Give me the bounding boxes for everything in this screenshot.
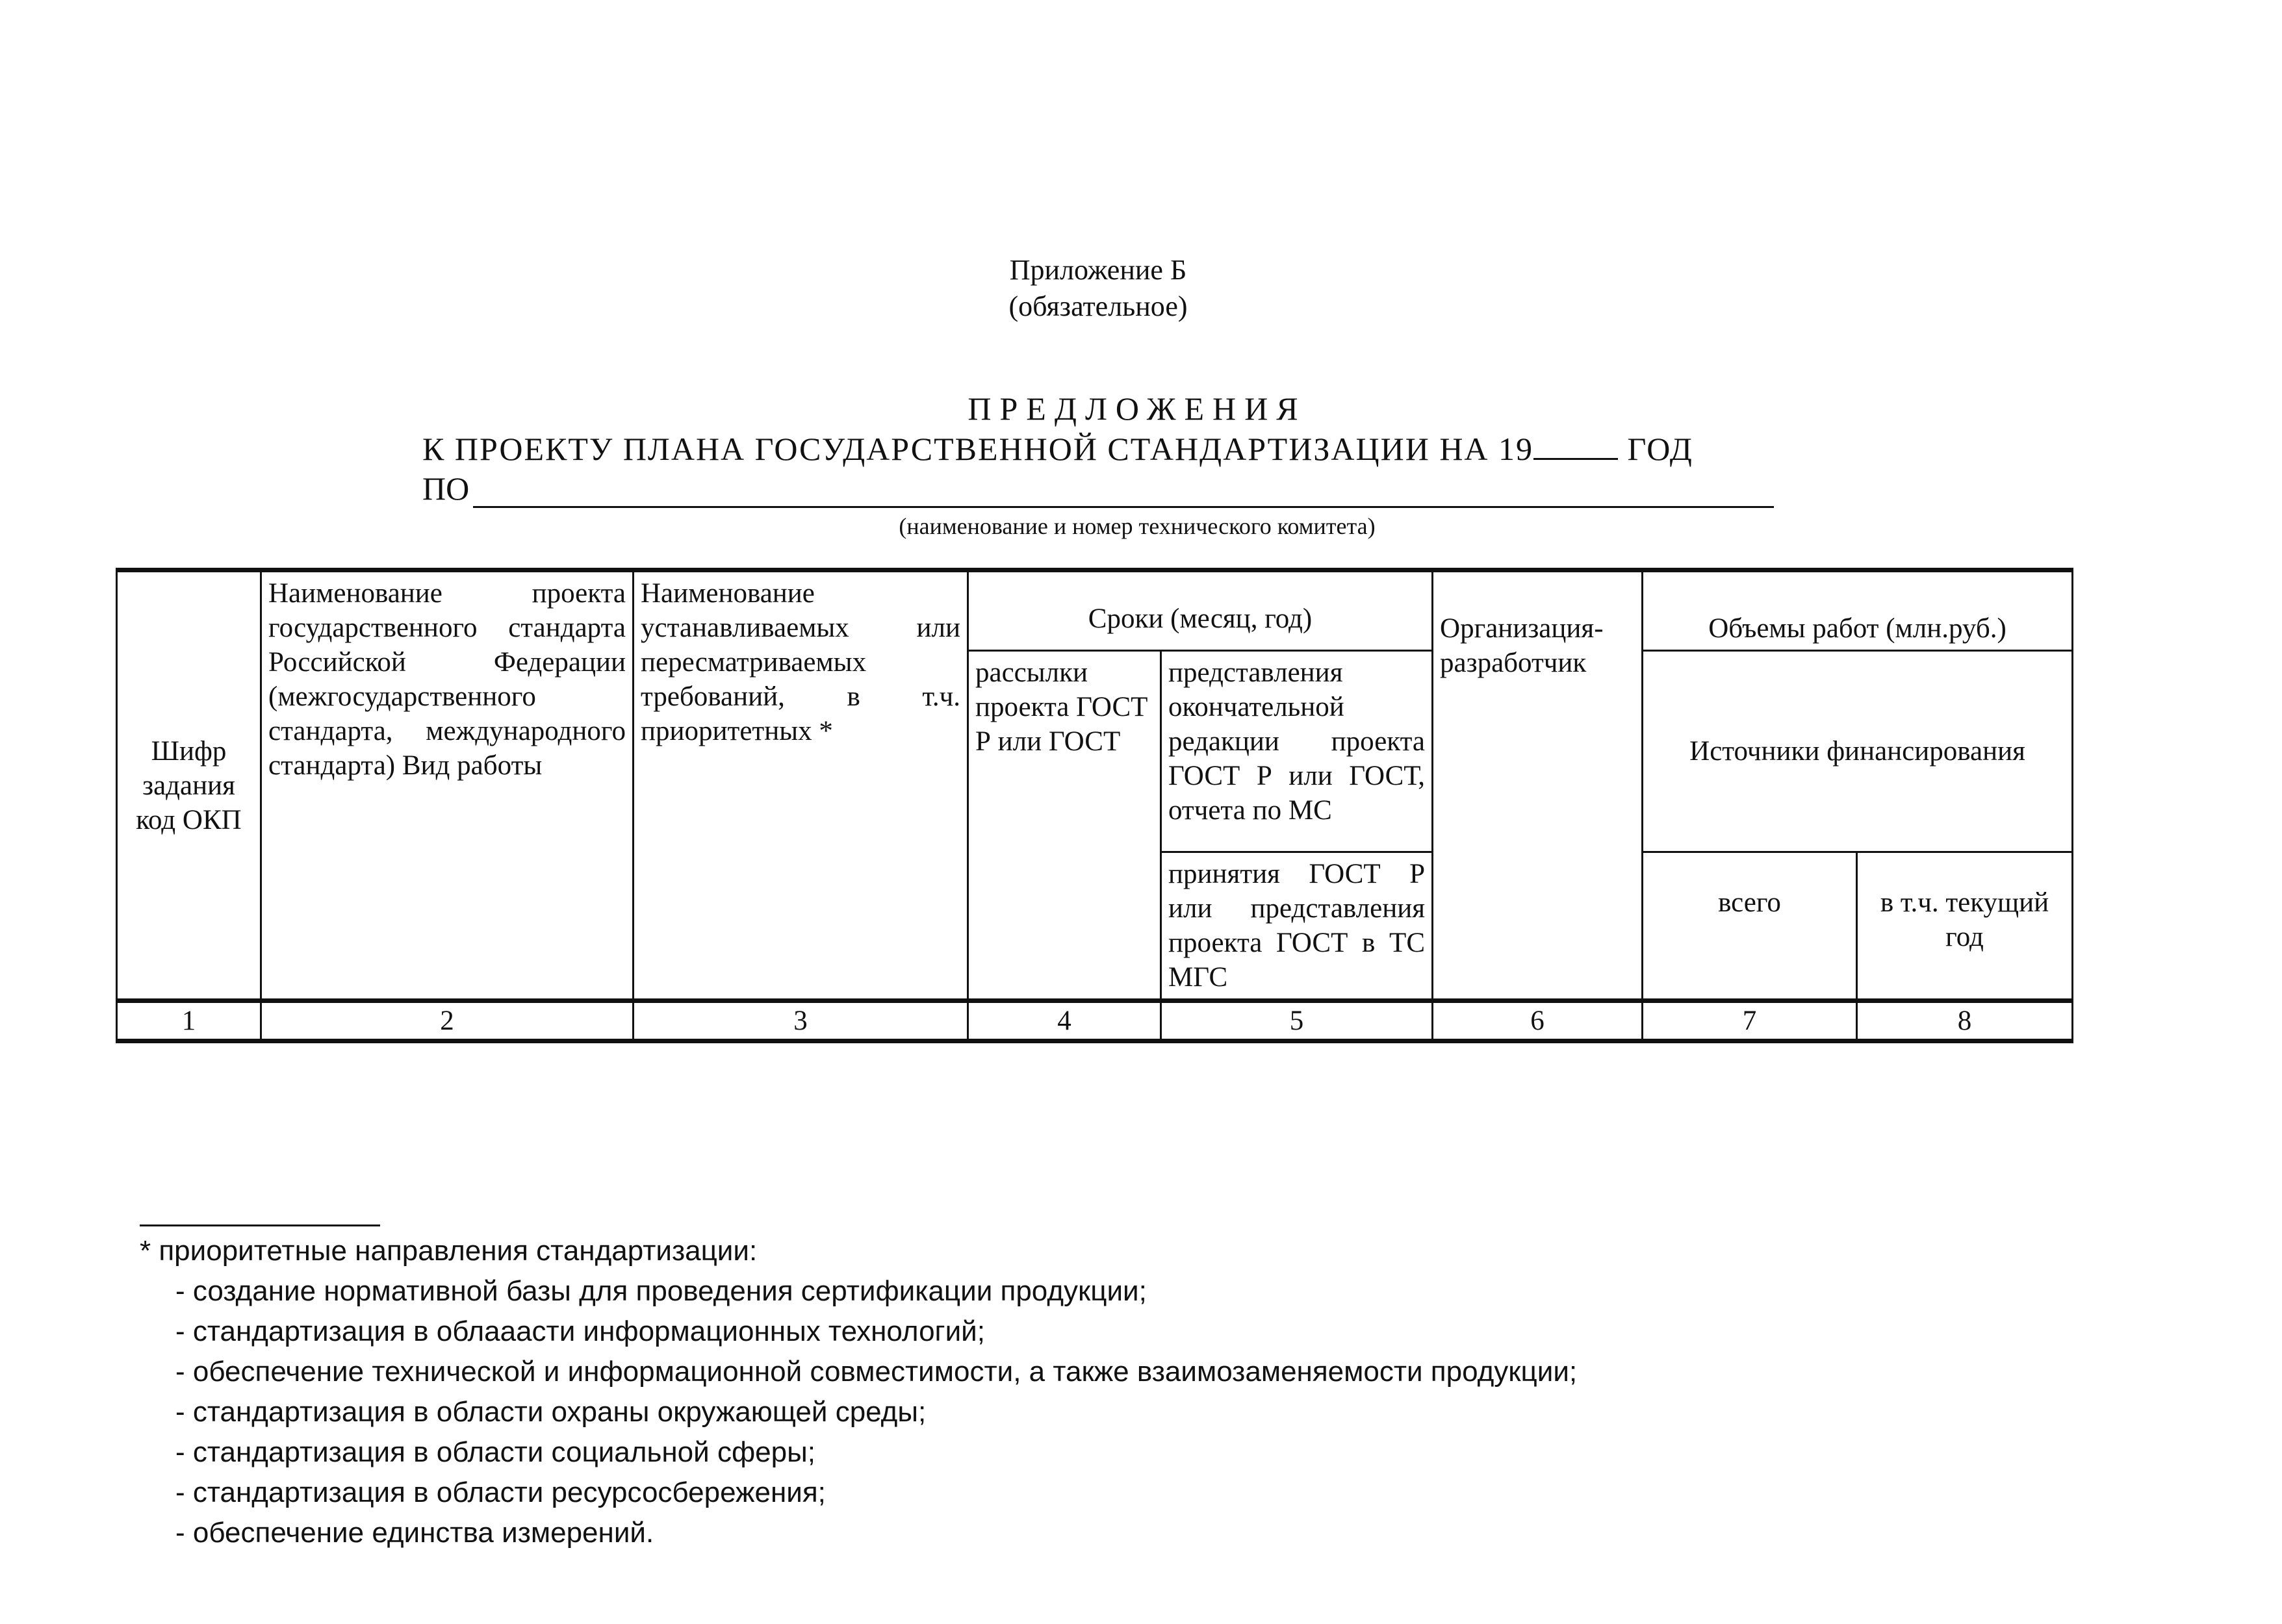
appendix-status: (обязательное) — [1008, 290, 1188, 322]
header-requirements: Наименование устанавливаемых или пересматриваемых требований, в т.ч. приоритетных * — [634, 570, 968, 1001]
title-year-suffix: ГОД — [1627, 431, 1693, 467]
column-number: 6 — [1433, 1001, 1643, 1041]
header-terms: Сроки (месяц, год) — [968, 570, 1433, 651]
title-plan-line — [422, 429, 1774, 469]
column-numbers-row — [117, 1001, 2073, 1041]
committee-line — [422, 469, 1774, 508]
committee-prefix: ПО — [422, 470, 470, 507]
footnote-item: - стандартизация в области социальной сферы; — [175, 1436, 815, 1468]
footnote-item: - стандартизация в области ресурсосбережения; — [175, 1477, 826, 1508]
column-number: 7 — [1643, 1001, 1857, 1041]
header-total: всего — [1643, 852, 1857, 1001]
header-adoption: принятия ГОСТ Р или представления проекта ГОСТ в ТС МГС — [1161, 852, 1433, 1001]
column-number: 8 — [1857, 1001, 2073, 1041]
column-number: 4 — [968, 1001, 1161, 1041]
column-number: 3 — [634, 1001, 968, 1041]
footnote-item: - стандартизация в облааасти информационных технологий; — [175, 1315, 985, 1347]
header-organization: Организация-разработчик — [1433, 570, 1643, 1001]
title-block — [422, 388, 1774, 542]
column-number: 2 — [261, 1001, 634, 1041]
committee-blank — [473, 477, 1774, 508]
committee-caption: (наименование и номер технического комитета) — [899, 513, 1376, 539]
footnote-item: - обеспечение технической и информационной совместимости, а также взаимозаменяемости продукции; — [175, 1356, 1578, 1388]
footnote-item: - обеспечение единства измерений. — [175, 1517, 654, 1549]
footnote-item: - создание нормативной базы для проведения сертификации продукции; — [175, 1275, 1147, 1307]
document-title: ПРЕДЛОЖЕНИЯ — [968, 390, 1307, 427]
footnote — [140, 1231, 1959, 1553]
header-volumes: Объемы работ (млн.руб.) — [1643, 570, 2073, 651]
header-project-name: Наименование проекта государственного стандарта Российской Федерации (межгосударственного стандарта, международного стандарта) Вид работы — [261, 570, 634, 1001]
column-number: 5 — [1161, 1001, 1433, 1041]
title-plan-text: К ПРОЕКТУ ПЛАНА ГОСУДАРСТВЕННОЙ СТАНДАРТИЗАЦИИ НА 19 — [422, 431, 1534, 467]
column-number: 1 — [117, 1001, 261, 1041]
proposals-table — [116, 568, 2073, 1043]
header-sources: Источники финансирования — [1643, 651, 2073, 852]
footnote-divider — [140, 1224, 380, 1226]
year-blank — [1533, 432, 1618, 460]
appendix-heading — [968, 252, 1228, 325]
appendix-label: Приложение Б — [1009, 254, 1187, 286]
footnote-intro: * приоритетные направления стандартизации: — [140, 1235, 758, 1267]
footnote-item: - стандартизация в области охраны окружающей среды; — [175, 1396, 927, 1428]
header-distribution: рассылки проекта ГОСТ Р или ГОСТ — [968, 651, 1161, 1001]
header-final-edition: представления окончательной редакции проекта ГОСТ Р или ГОСТ, отчета по МС — [1161, 651, 1433, 852]
header-row-1 — [117, 570, 2073, 651]
header-cipher: Шифр задания код ОКП — [117, 570, 261, 1001]
header-current-year: в т.ч. текущий год — [1857, 852, 2073, 1001]
